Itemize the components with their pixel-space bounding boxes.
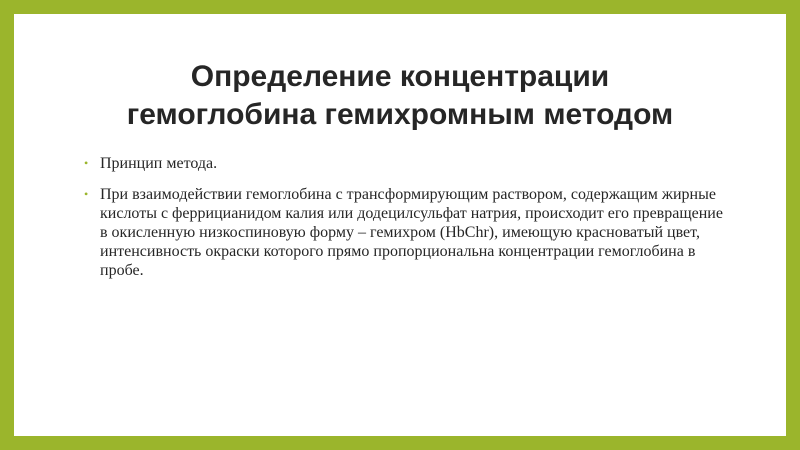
bullet-dot-icon: • — [84, 156, 89, 170]
slide-body — [84, 154, 724, 292]
slide-title: Определение концентрации гемоглобина гемихромным методом — [126, 60, 674, 131]
bullet-text: Принцип метода. — [100, 155, 218, 172]
bullet-item-principle — [84, 154, 724, 173]
bullet-dot-icon: • — [84, 187, 89, 201]
bullet-item-description — [84, 185, 724, 280]
bullet-text: При взаимодействии гемоглобина с трансформирующим раствором, содержащим жирные кислоты с феррицианидом калия или додецилсульфат натрия, происходит его превращение в окисленную низкоспиновую форму – гемихром (HbChr), имеющую красноватый цвет, интенсивность окраски которого прямо пропорциональна концентрации гемоглобина в пробе. — [100, 186, 723, 279]
slide-canvas — [14, 14, 786, 436]
